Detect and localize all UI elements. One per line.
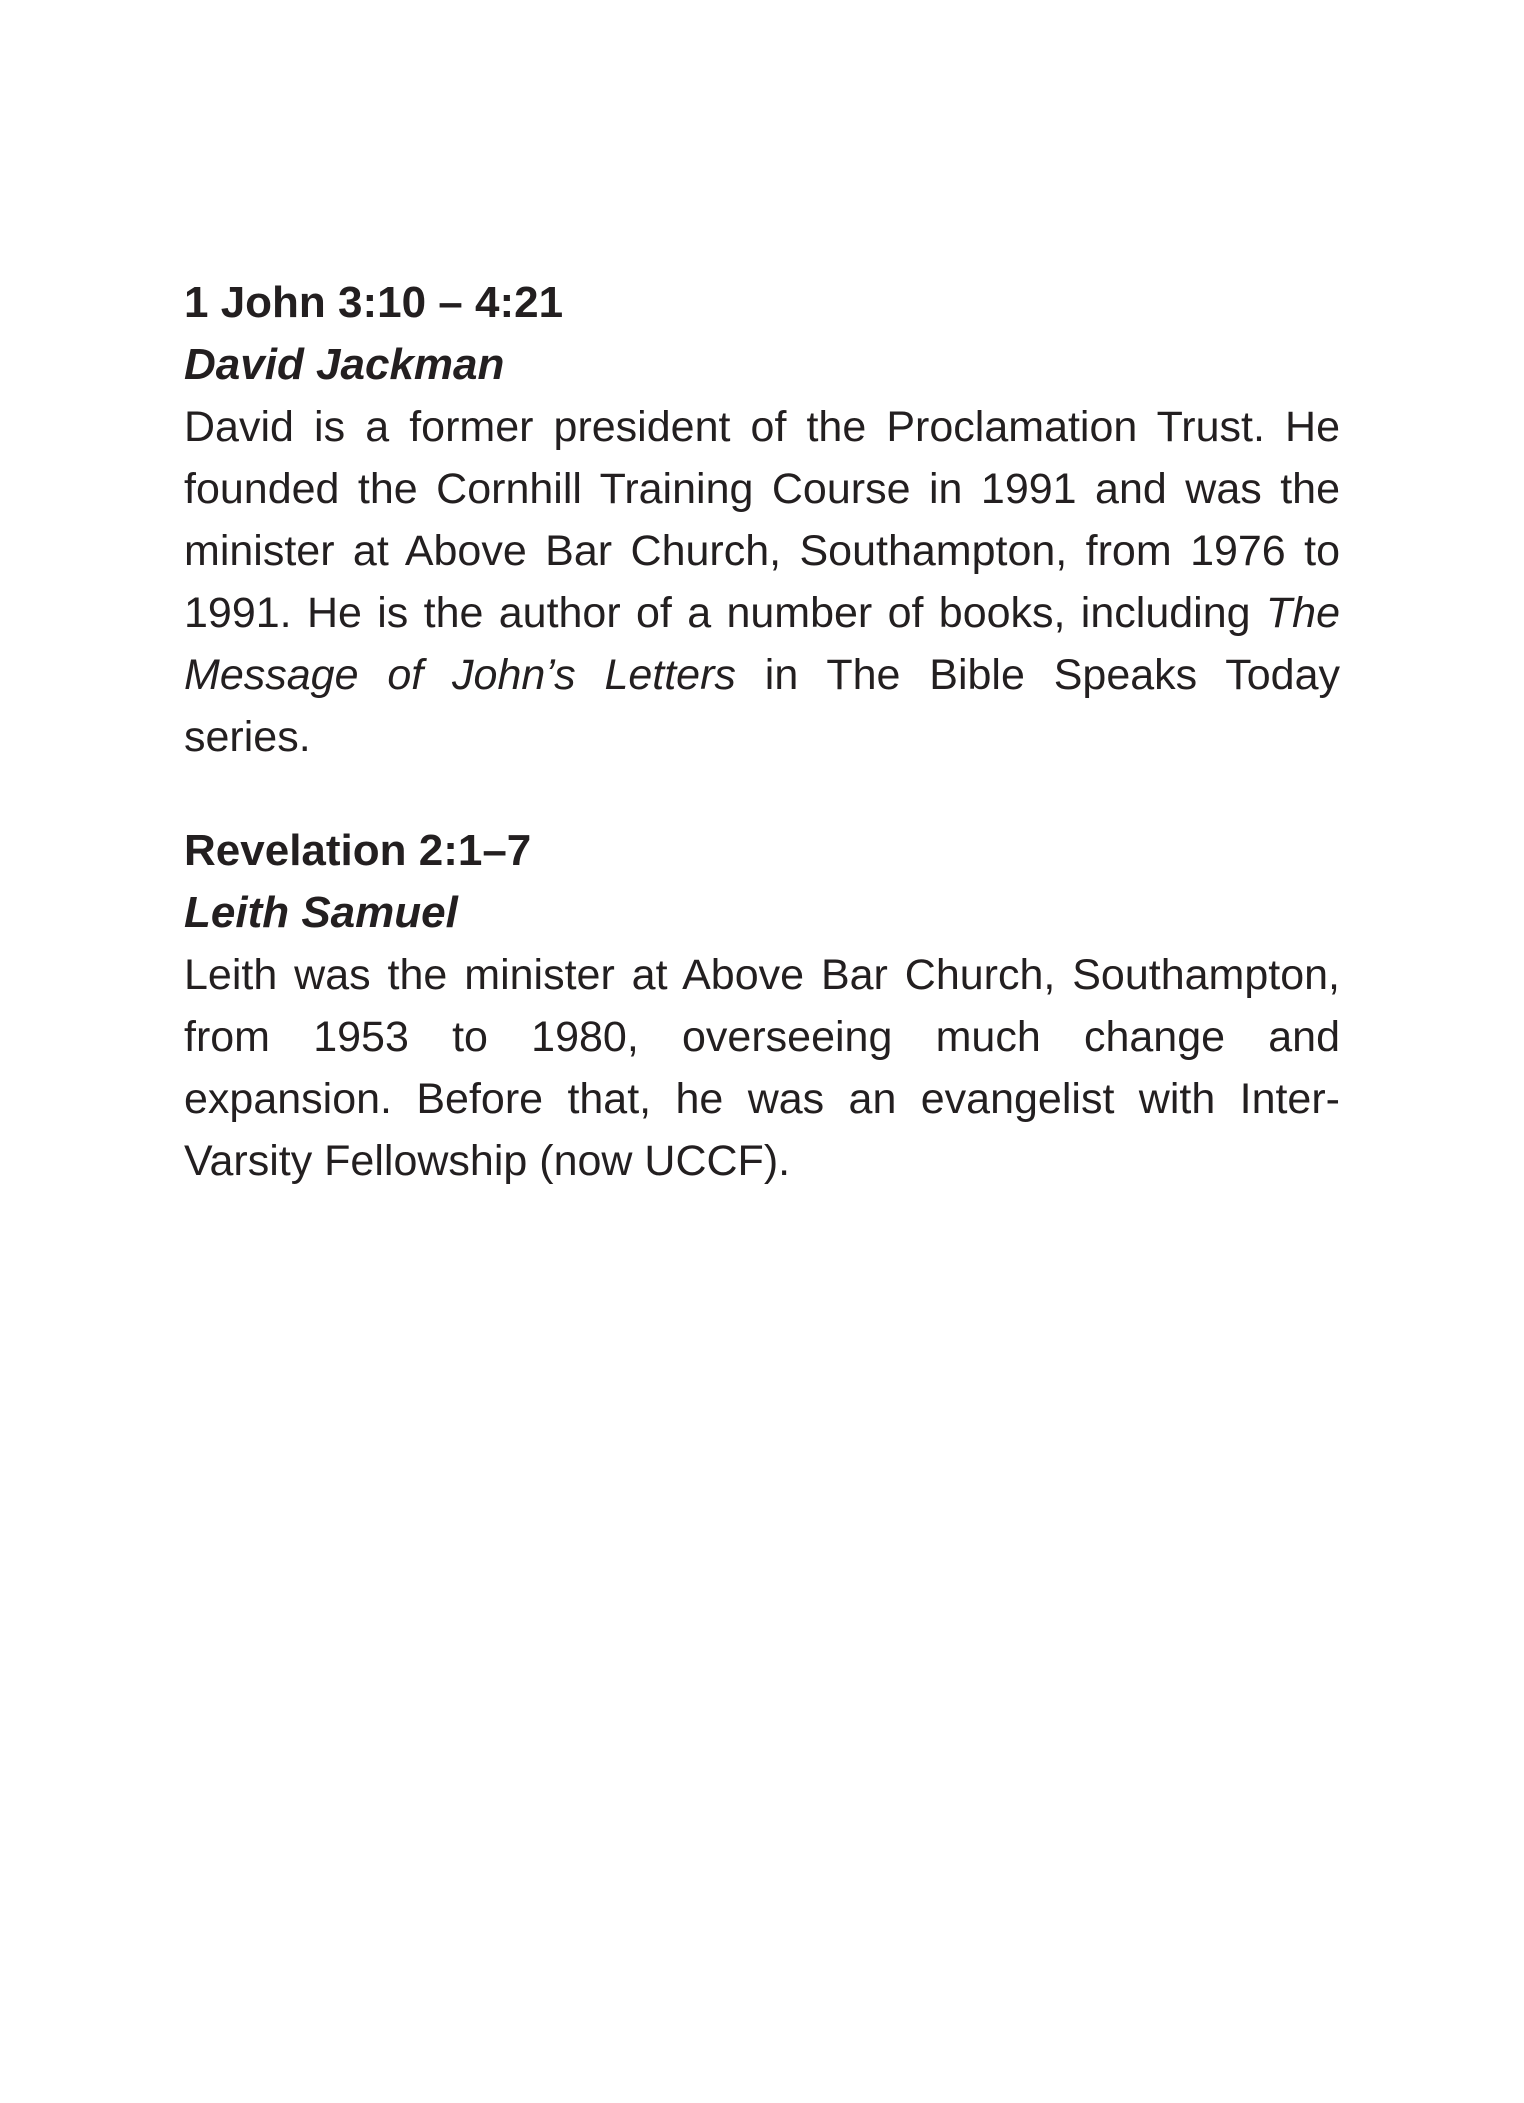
author-name: Leith Samuel: [184, 888, 458, 937]
bio-text-end: in The Bible Speaks Today series.: [184, 651, 1341, 761]
page-content: [184, 272, 1340, 1244]
bio-text: David is a former president of the Proclamation Trust. He founded the Cornhill Training Course in 1991 and was the minister at Above Bar Church, Southampton, from 1976 to 1991. He is the author of a number of books, including: [184, 403, 1340, 637]
author-bio: Leith was the minister at Above Bar Church, Southampton, from 1953 to 1980, overseeing much change and expansion. Before that, he was an evangelist with Inter-Varsity Fellowship (now UCCF).: [184, 951, 1340, 1185]
scripture-reference: 1 John 3:10 – 4:21: [184, 278, 564, 327]
author-name: David Jackman: [184, 340, 505, 389]
author-bio: [184, 396, 1340, 768]
book-title: The Message of John’s Letters: [184, 589, 1340, 699]
contributor-entry: [184, 272, 1340, 768]
contributor-entry: [184, 820, 1340, 1192]
scripture-reference: Revelation 2:1–7: [184, 826, 532, 875]
